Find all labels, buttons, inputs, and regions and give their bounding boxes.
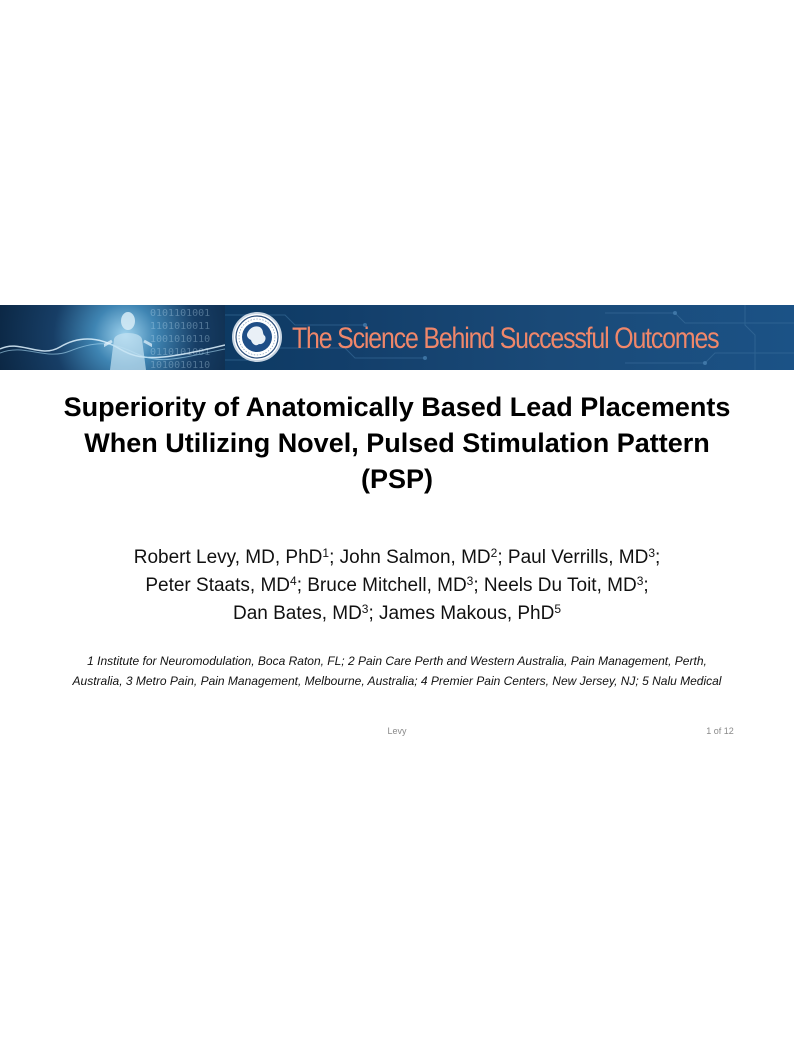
author-affiliation-number: 4 bbox=[290, 574, 297, 588]
footer-presenter-name: Levy bbox=[387, 726, 407, 736]
author-affiliation-number: 3 bbox=[648, 546, 655, 560]
author-list bbox=[20, 544, 774, 628]
author-name: John Salmon, MD bbox=[339, 547, 491, 568]
banner-tagline: The Science Behind Successful Outcomes bbox=[292, 322, 719, 355]
author-separator: ; bbox=[643, 575, 649, 596]
society-seal-logo bbox=[232, 312, 282, 362]
slide bbox=[0, 305, 794, 745]
human-figure-icon bbox=[104, 309, 152, 370]
banner-art bbox=[0, 305, 225, 370]
author-separator: ; bbox=[497, 547, 508, 568]
affiliation-line: Australia, 3 Metro Pain, Pain Management, Melbourne, Australia; 4 Premier Pain Centers, New Jersey, NJ; 5 Nalu Medical bbox=[72, 674, 722, 688]
affiliation-line: 1 Institute for Neuromodulation, Boca Raton, FL; 2 Pain Care Perth and Western Australia, Pain Management, Perth, bbox=[87, 654, 707, 668]
title-line: Superiority of Anatomically Based Lead Placements bbox=[63, 392, 731, 422]
author-separator: ; bbox=[655, 547, 661, 568]
title-line: (PSP) bbox=[360, 464, 433, 494]
header-banner bbox=[0, 305, 794, 370]
author-separator: ; bbox=[473, 575, 484, 596]
author-separator: ; bbox=[329, 547, 340, 568]
author-affiliation-number: 3 bbox=[466, 574, 474, 588]
author-separator: ; bbox=[368, 603, 380, 624]
affiliations bbox=[20, 651, 774, 691]
author-affiliation-number: 3 bbox=[636, 574, 644, 588]
footer-page-number: 1 of 12 bbox=[706, 726, 734, 736]
author-affiliation-number: 5 bbox=[554, 602, 562, 616]
author-name: Paul Verrills, MD bbox=[507, 547, 649, 568]
author-line bbox=[20, 600, 774, 628]
title-line: When Utilizing Novel, Pulsed Stimulation Pattern bbox=[84, 428, 710, 458]
globe-icon bbox=[234, 314, 280, 360]
author-name: Peter Staats, MD bbox=[145, 575, 290, 596]
author-affiliation-number: 2 bbox=[490, 546, 498, 560]
author-name: Neels Du Toit, MD bbox=[483, 575, 637, 596]
author-affiliation-number: 3 bbox=[361, 602, 369, 616]
slide-title bbox=[20, 389, 774, 497]
author-name: Dan Bates, MD bbox=[232, 603, 362, 624]
author-name: James Makous, PhD bbox=[379, 603, 555, 624]
author-name: Bruce Mitchell, MD bbox=[307, 575, 467, 596]
author-name: Robert Levy, MD, PhD bbox=[133, 547, 323, 568]
author-line bbox=[20, 572, 774, 600]
binary-digits-decoration: 0101101001 1101010011 1001010110 0110101001 1010010110 bbox=[150, 308, 211, 370]
author-line bbox=[20, 544, 774, 572]
author-separator: ; bbox=[296, 575, 308, 596]
author-affiliation-number: 1 bbox=[322, 546, 330, 560]
